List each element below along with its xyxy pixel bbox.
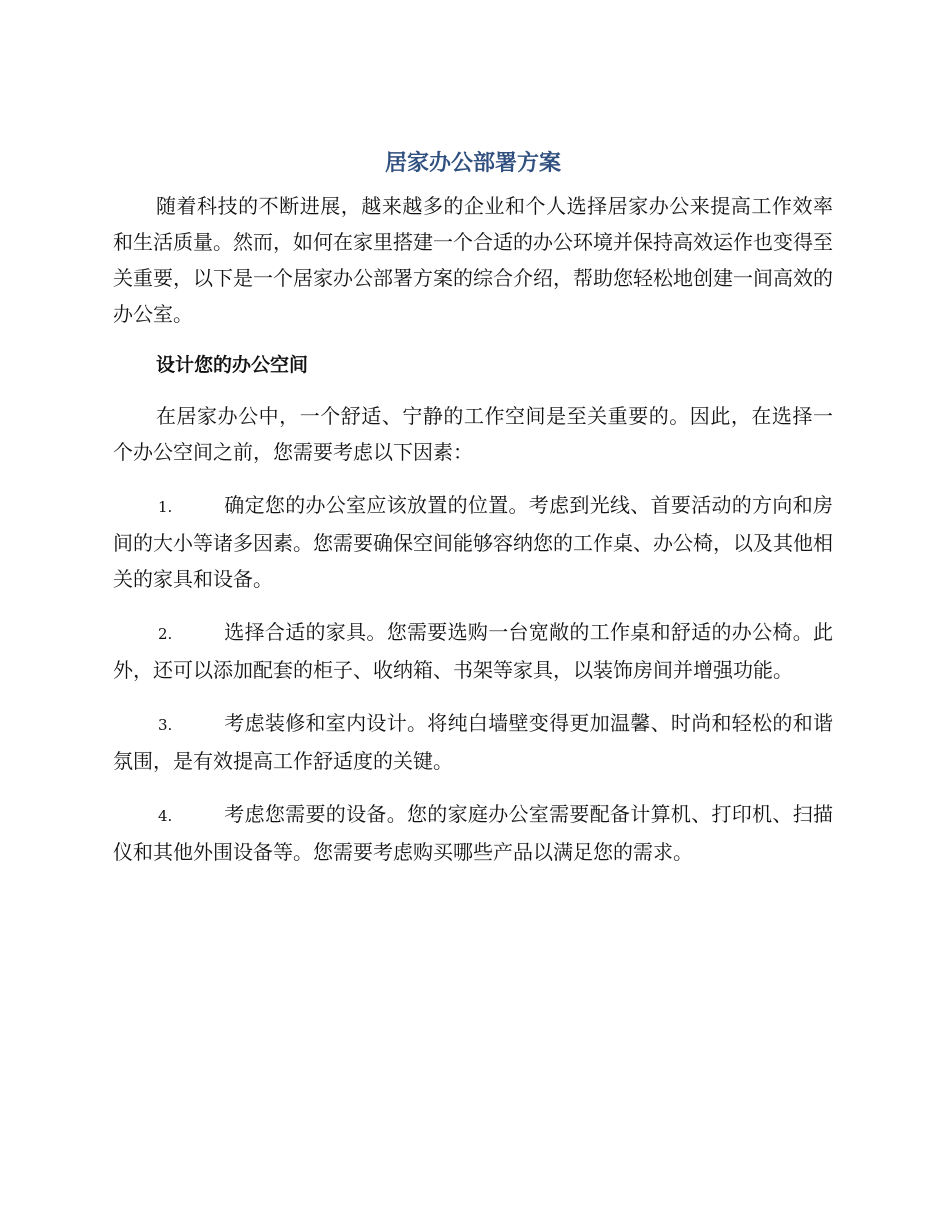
- list-item: [113, 796, 833, 870]
- list-item-text: 选择合适的家具。您需要选购一台宽敞的工作桌和舒适的办公椅。此外，还可以添加配套的柜子、收纳箱、书架等家具，以装饰房间并增强功能。: [113, 620, 833, 682]
- list-item-number: 2.: [158, 625, 173, 643]
- list-item-number: 4.: [158, 807, 173, 825]
- document-page: [113, 140, 833, 887]
- list-item: [113, 614, 833, 688]
- list-item-text: 考虑您需要的设备。您的家庭办公室需要配备计算机、打印机、扫描仪和其他外围设备等。您需要考虑购买哪些产品以满足您的需求。: [113, 802, 833, 864]
- intro-paragraph: 随着科技的不断进展，越来越多的企业和个人选择居家办公来提高工作效率和生活质量。然而，如何在家里搭建一个合适的办公环境并保持高效运作也变得至关重要，以下是一个居家办公部署方案的综合介绍，帮助您轻松地创建一间高效的办公室。: [113, 194, 833, 326]
- list-item-number: 3.: [158, 716, 173, 734]
- list-item-text: 考虑装修和室内设计。将纯白墙壁变得更加温馨、时尚和轻松的和谐氛围，是有效提高工作舒适度的关键。: [113, 711, 833, 773]
- section-heading: 设计您的办公空间: [156, 354, 309, 376]
- list-item-number: 1.: [158, 498, 173, 516]
- list-item-text: 确定您的办公室应该放置的位置。考虑到光线、首要活动的方向和房间的大小等诸多因素。您需要确保空间能够容纳您的工作桌、办公椅，以及其他相关的家具和设备。: [113, 493, 833, 591]
- list-item: [113, 705, 833, 779]
- document-title: 居家办公部署方案: [384, 151, 561, 176]
- list-item: [113, 487, 833, 597]
- section-intro-paragraph: 在居家办公中，一个舒适、宁静的工作空间是至关重要的。因此，在选择一个办公空间之前，您需要考虑以下因素：: [113, 404, 833, 464]
